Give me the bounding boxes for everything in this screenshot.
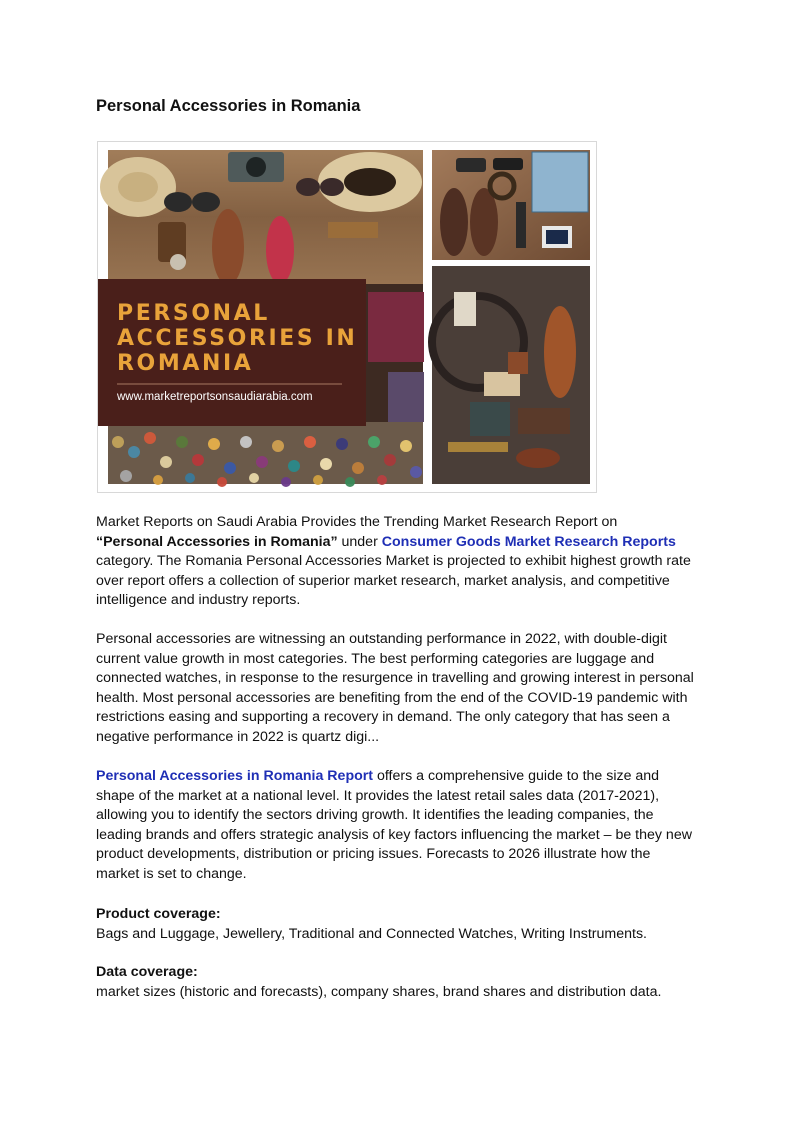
banner-heading-line3: ROMANIA [117, 351, 254, 376]
data-coverage-text: market sizes (historic and forecasts), company shares, brand shares and distribution data. [96, 983, 662, 1000]
data-coverage-heading: Data coverage: [96, 964, 198, 980]
shoe [212, 209, 244, 285]
product-coverage-section [96, 905, 696, 944]
sunglasses [164, 192, 192, 212]
report-link[interactable]: Personal Accessories in Romania Report [96, 768, 374, 784]
category-link[interactable]: Consumer Goods Market Research Reports [381, 533, 676, 550]
banner-url: www.marketreportsonsaudiarabia.com [117, 391, 313, 403]
product-coverage-text: Bags and Luggage, Jewellery, Traditional and Connected Watches, Writing Instruments. [96, 925, 647, 942]
intro-lead: Market Reports on Saudi Arabia Provides the Trending Market Research Report on [96, 514, 618, 530]
collage-left-bottom [108, 422, 423, 484]
banner-heading-line2: ACCESSORIES IN [117, 326, 358, 351]
report-text: offers a comprehensive guide to the size and shape of the market at a national level. It provides the latest retail sales data (2017-2021), allowing you to identify the sectors driving growth. It identifies the leading companies, the leading brands and offers strategic analysis of key factors influencing the market – be they new product developments, distribution or pricing issues. Forecasts to 2026 illustrate how the market is set to change. [96, 768, 692, 882]
summary-paragraph [96, 630, 696, 747]
data-coverage-section [96, 963, 696, 1002]
intro-tail: category. The Romania Personal Accessories Market is projected to exhibit highest growth rate over report offers a collection of superior market research, market analysis, and competitive intelligence and industry reports. [96, 553, 691, 608]
product-coverage-heading: Product coverage: [96, 906, 221, 922]
intro-under: under [341, 533, 378, 550]
intro-quoted-title: “Personal Accessories in Romania” [96, 533, 338, 550]
banner-heading-line1: PERSONAL [117, 301, 270, 326]
page-title: Personal Accessories in Romania [96, 97, 361, 115]
banner-image [97, 141, 597, 493]
intro-paragraph [96, 513, 696, 611]
summary-text: Personal accessories are witnessing an outstanding performance in 2022, with double-digit current value growth in most categories. The best performing categories are luggage and connected watches, in response to the resurgence in travelling and growing interest in personal health. Most personal accessories are benefiting from the end of the COVID-19 pandemic with restrictions easing and supporting a recovery in demand. The only category that has seen a negative performance in 2022 is quartz digi... [96, 631, 694, 745]
report-paragraph [96, 767, 696, 884]
